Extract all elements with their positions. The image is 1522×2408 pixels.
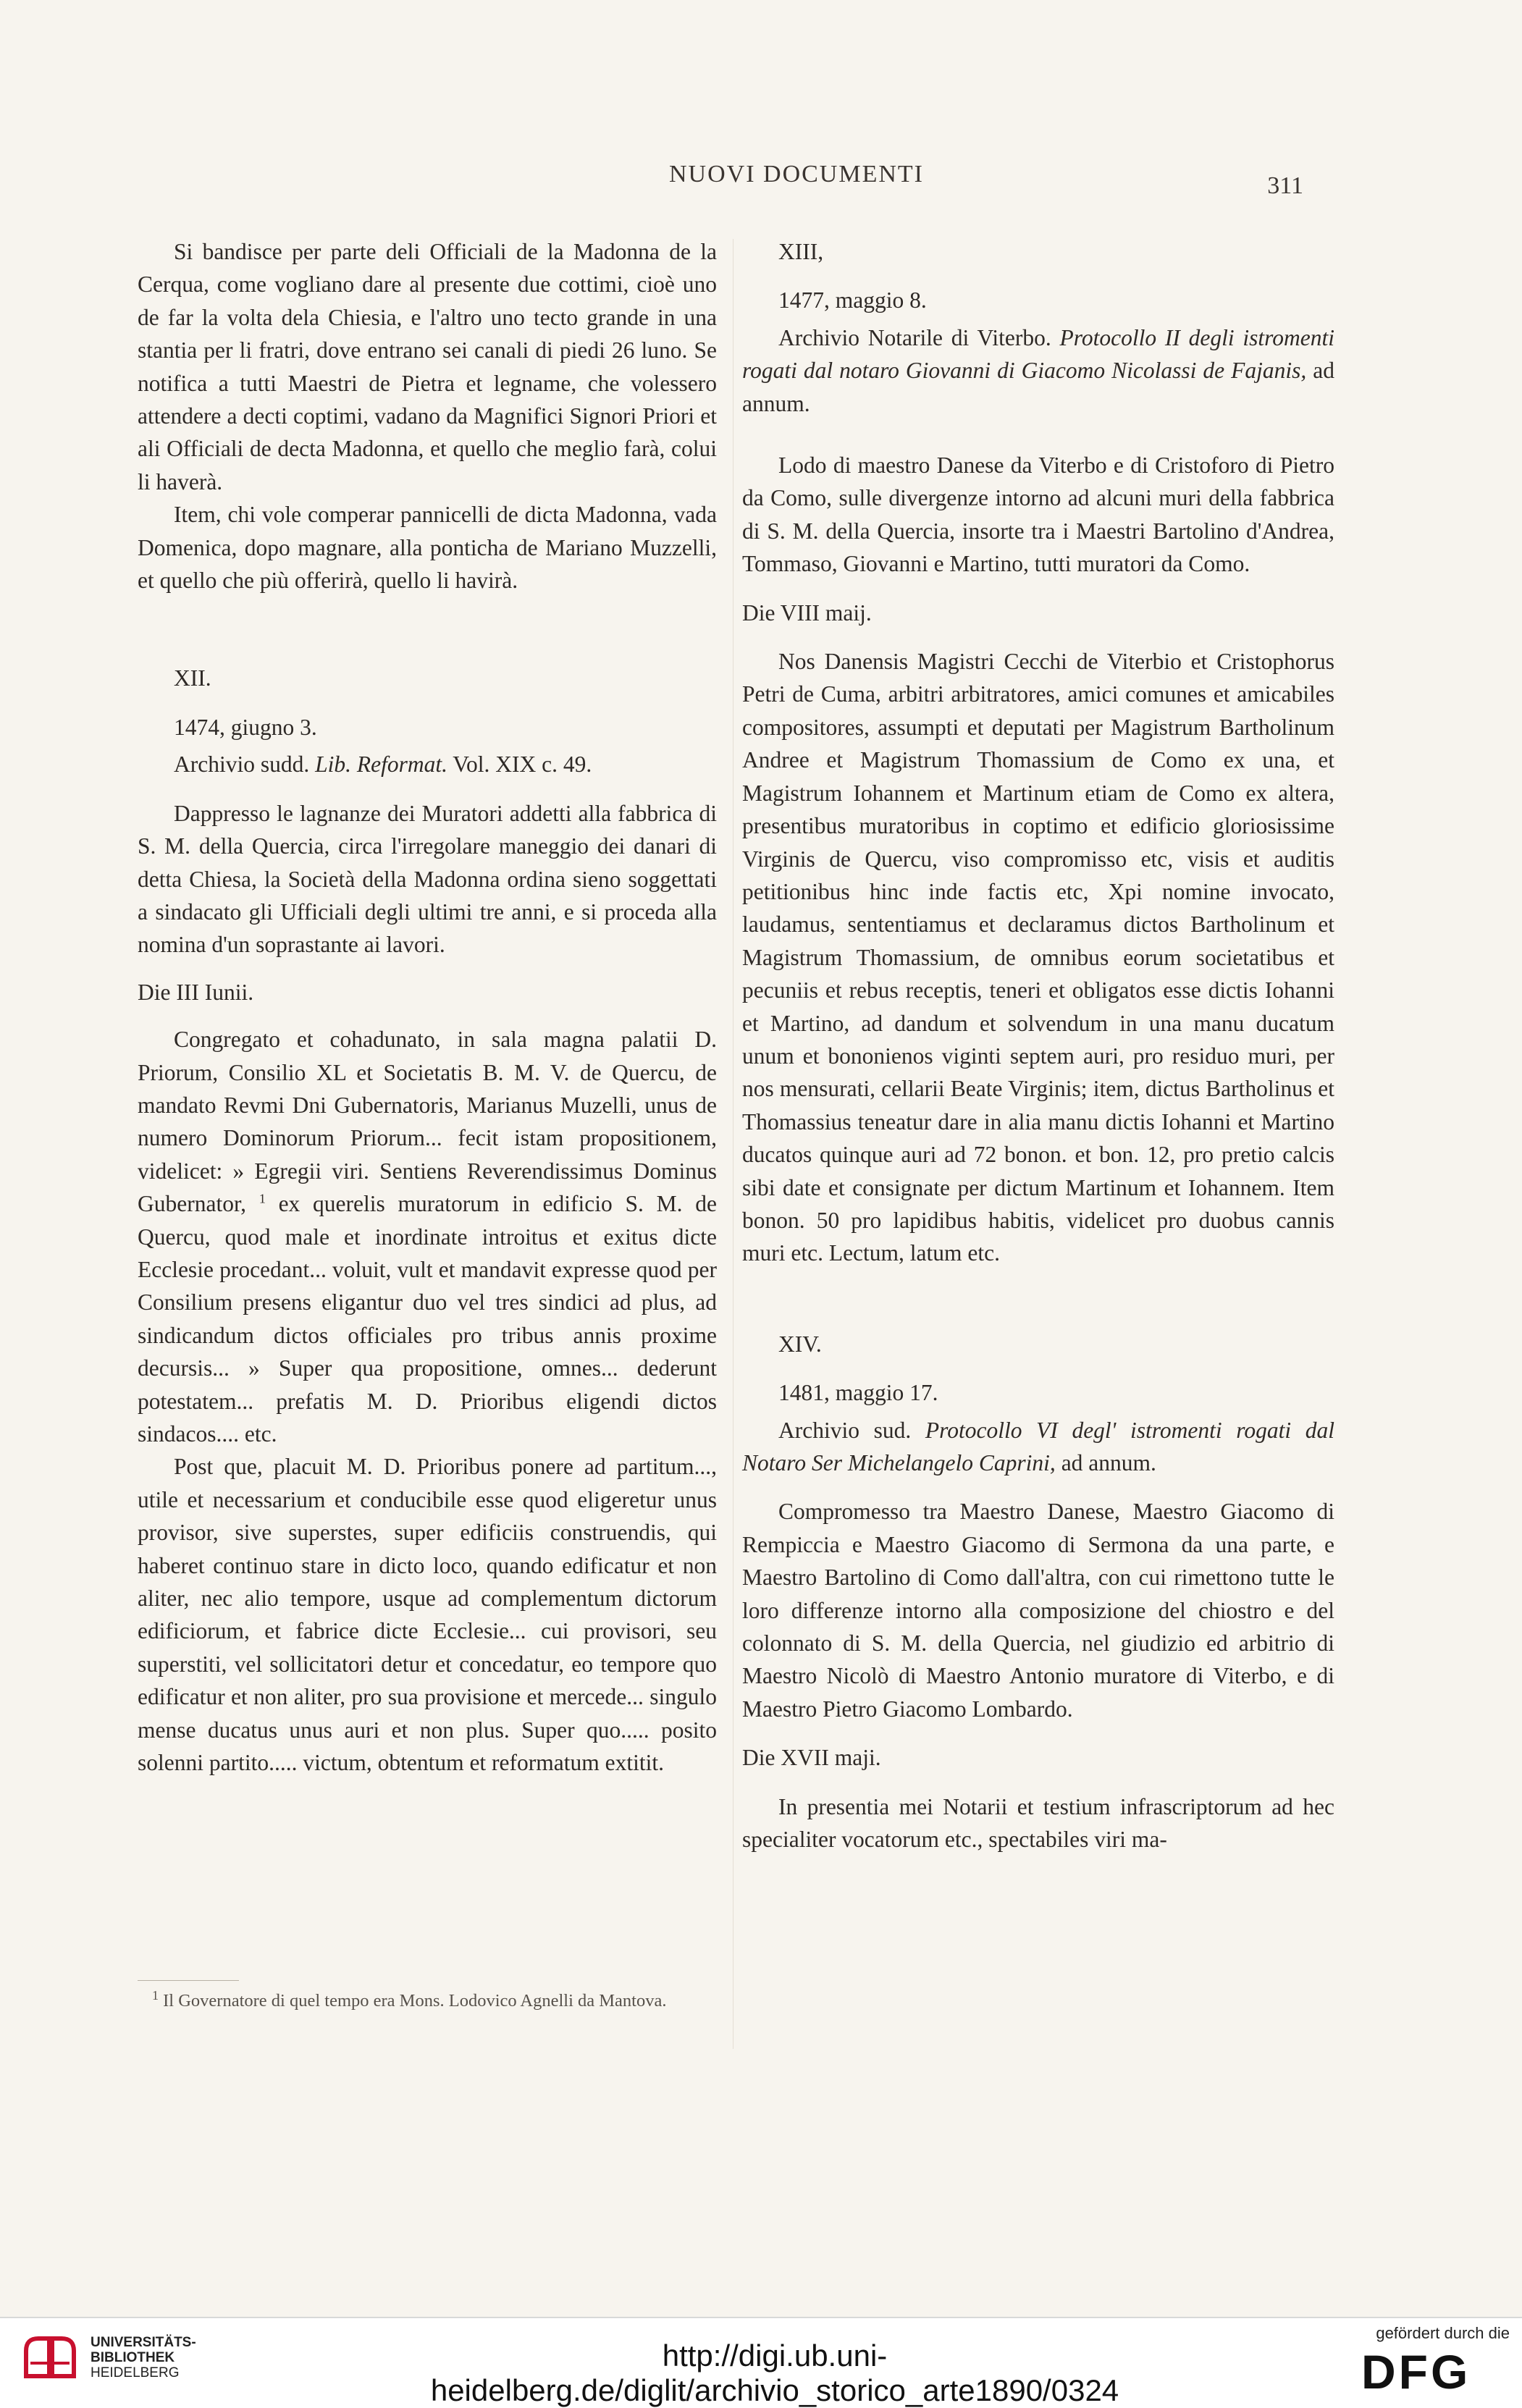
archive-reference-xiii: Archivio Notarile di Viterbo. Protocollo II degli istromenti rogati dal notaro Giovanni di Giacomo Nicolassi de Fajanis, ad annum. <box>742 324 1334 416</box>
funding-label: gefördert durch die <box>1376 2324 1510 2342</box>
right-column <box>742 235 1334 1856</box>
library-name: UNIVERSITÄTS- BIBLIOTHEK HEIDELBERG <box>91 2335 196 2380</box>
paragraph-post-que: Post que, placuit M. D. Prioribus ponere ad partitum..., utile et necessarium et conducibile esse quod eligeretur unus provisor, sive superstes, super edificiis construendis, qui haberet continuo stare in dicto loco, quando edificatur et non aliter, nec alio tempore, usque ad complementum dictorum edificiorum, et fabrice dicte Ecclesie... cui provisori, seu superstiti, vel sollicitatori detur et concedatur, eo tempore quo edificatur et non aliter, pro sua provisione et mercede... singulo mense ducatus unus auri et non plus. Super quo..... posito solenni partito..... victum, obtentum et reformatum extitit. <box>138 1454 717 1776</box>
paragraph-bando: Si bandisce per parte deli Officiali de la Madonna de la Cerqua, come vogliano dare al presente due cottimi, cioè uno de far la volta dela Chiesia, e l'altro uno tecto grande in una stantia per li fratri, dove entrano sei canali di piedi 26 luno. Se notifica a tutti Maestri de Pietra et legname, che volessero attendere a decti coptimi, vadano da Magnifici Signori Priori et ali Officiali de decta Madonna, et quello che meglio farà, colui li haverà. <box>138 239 717 494</box>
heading-die-viii-maij: Die VIII maij. <box>742 599 872 626</box>
footnote-marker: 1 <box>258 1191 266 1206</box>
summary-xii: Dappresso le lagnanze dei Muratori addetti alla fabbrica di S. M. della Quercia, circa l'irregolare maneggio dei danari di detta Chiesa, la Società della Madonna ordina sieno soggettati a sindacato gli Ufficiali degli ultimi tre anni, e si proceda alla nomina d'un soprastante ai lavori. <box>138 800 717 958</box>
document-number-xiii: XIII, <box>778 239 824 264</box>
university-library-logo-icon <box>20 2333 80 2383</box>
permalink-url[interactable]: http://digi.ub.uni-heidelberg.de/diglit/archivio_storico_arte1890/0324 <box>430 2338 1119 2407</box>
dfg-logo: DFG <box>1361 2345 1471 2399</box>
text-compromesso: In presentia mei Notarii et testium infrascriptorum ad hec specialiter vocatorum etc., spectabiles viri ma- <box>742 1793 1334 1853</box>
paragraph-congregato: Congregato et cohadunato, in sala magna palatii D. Priorum, Consilio XL et Societatis B. M. V. de Quercu, de mandato Revmi Dni Gubernatoris, Marianus Muzelli, unus de numero Dominorum Priorum... fecit istam propositionem, videlicet: » Egregii viri. Sentiens Reverendissimus Dominus Gubernator, $^1$ ex querelis muratorum in edificio S. M. de Quercu, quod male et inordinate introitus et exitus dicte Ecclesie procedant... voluit, vult et mandavit expresse quod per Consilium presens eligantur duo vel tres sindici ad plus, ad sindicandum dictos officiales pro tribus annis proxime decursis... » Super qua propositione, omnes... dederunt potestatem... prefatis M. D. Prioribus eligendi dictos sindacos.... etc. <box>138 1027 717 1447</box>
left-column <box>138 235 717 1779</box>
text-lodo: Nos Danensis Magistri Cecchi de Viterbio et Cristophorus Petri de Cuma, arbitri arbitratores, amici comunes et amicabiles compositores, assumpti et deputati per Magistrum Bartholinum Andree et Magistrum Thomassium de Como ex una, et Magistrum Iohannem et Martinum etiam de Como ex altera, presentibus muratoribus in coptimo et edificio gloriosissime Virginis de Quercu, viso compromisso etc, visis et auditis petitionibus hinc inde factis etc, Xpi nomine invocato, laudamus, sententiamus et declaramus dictos Bartholinum et Magistrum Thomassium, de omnibus eorum societatibus et pecuniis et rebus receptis, teneri et obligatos esse dictis Iohanni et Martino, ad dandum et solvendum in una manu ducatum unum et bononienos viginti septem auri, pro residuo muri, per nos mensurati, cellarii Beate Virginis; item, dictus Bartholinus et Thomassius teneatur dare in alia manu dictis Iohanni et Martino ducatos quinque auri ad 72 bonon. et bon. 12, pro pretio calcis sibi date et consignate per dictum Martinum et Iohannem. Item bonon. 50 pro lapidibus habitis, videlicet pro duobus cannis muri etc. Lectum, latum etc. <box>742 649 1334 1266</box>
document-date-xii: 1474, giugno 3. <box>174 714 317 740</box>
heading-die-iii-iunii: Die III Iunii. <box>138 979 254 1005</box>
running-title: NUOVI DOCUMENTI <box>668 161 925 188</box>
paragraph-pannicelli: Item, chi vole comperar pannicelli de dicta Madonna, vada Domenica, dopo magnare, alla ponticha de Mariano Muzzelli, et quello che più offerirà, quello li havirà. <box>138 502 717 594</box>
heading-die-xvii-maji: Die XVII maji. <box>742 1745 881 1771</box>
summary-xiv: Compromesso tra Maestro Danese, Maestro Giacomo di Rempiccia e Maestro Giacomo di Sermona da una parte, e Maestro Bartolino di Como dall'altra, con cui rimettono tutte le loro differenze intorno alla composizione del chiostro e del colonnato di S. M. della Quercia, nel giudizio ed arbitrio di Maestro Nicolò di Maestro Antonio muratore di Viterbo, e di Maestro Pietro Giacomo Lombardo. <box>742 1499 1334 1722</box>
footnote: $^1$ Il Governatore di quel tempo era Mons. Lodovico Agnelli da Mantova. <box>152 1987 667 2011</box>
document-number-xiv: XIV. <box>778 1331 822 1357</box>
document-number-xii: XII. <box>174 665 211 691</box>
footnote-rule <box>138 1980 239 1981</box>
document-date-xiii: 1477, maggio 8. <box>778 287 927 313</box>
page-number: 311 <box>1267 172 1303 199</box>
archive-reference-xiv: Archivio sud. Protocollo VI degl' istromenti rogati dal Notaro Ser Michelangelo Caprini, ad annum. <box>742 1417 1334 1475</box>
document-date-xiv: 1481, maggio 17. <box>778 1380 938 1406</box>
summary-xiii: Lodo di maestro Danese da Viterbo e di Cristoforo di Pietro da Como, sulle divergenze intorno ad alcuni muri della fabbrica di S. M. della Quercia, insorte tra i Maestri Bartolino d'Andrea, Tommaso, Giovanni e Martino, tutti muratori da Como. <box>742 452 1334 577</box>
archive-reference-xii: Archivio sudd. Lib. Reformat. Vol. XIX c. 49. <box>174 752 592 778</box>
